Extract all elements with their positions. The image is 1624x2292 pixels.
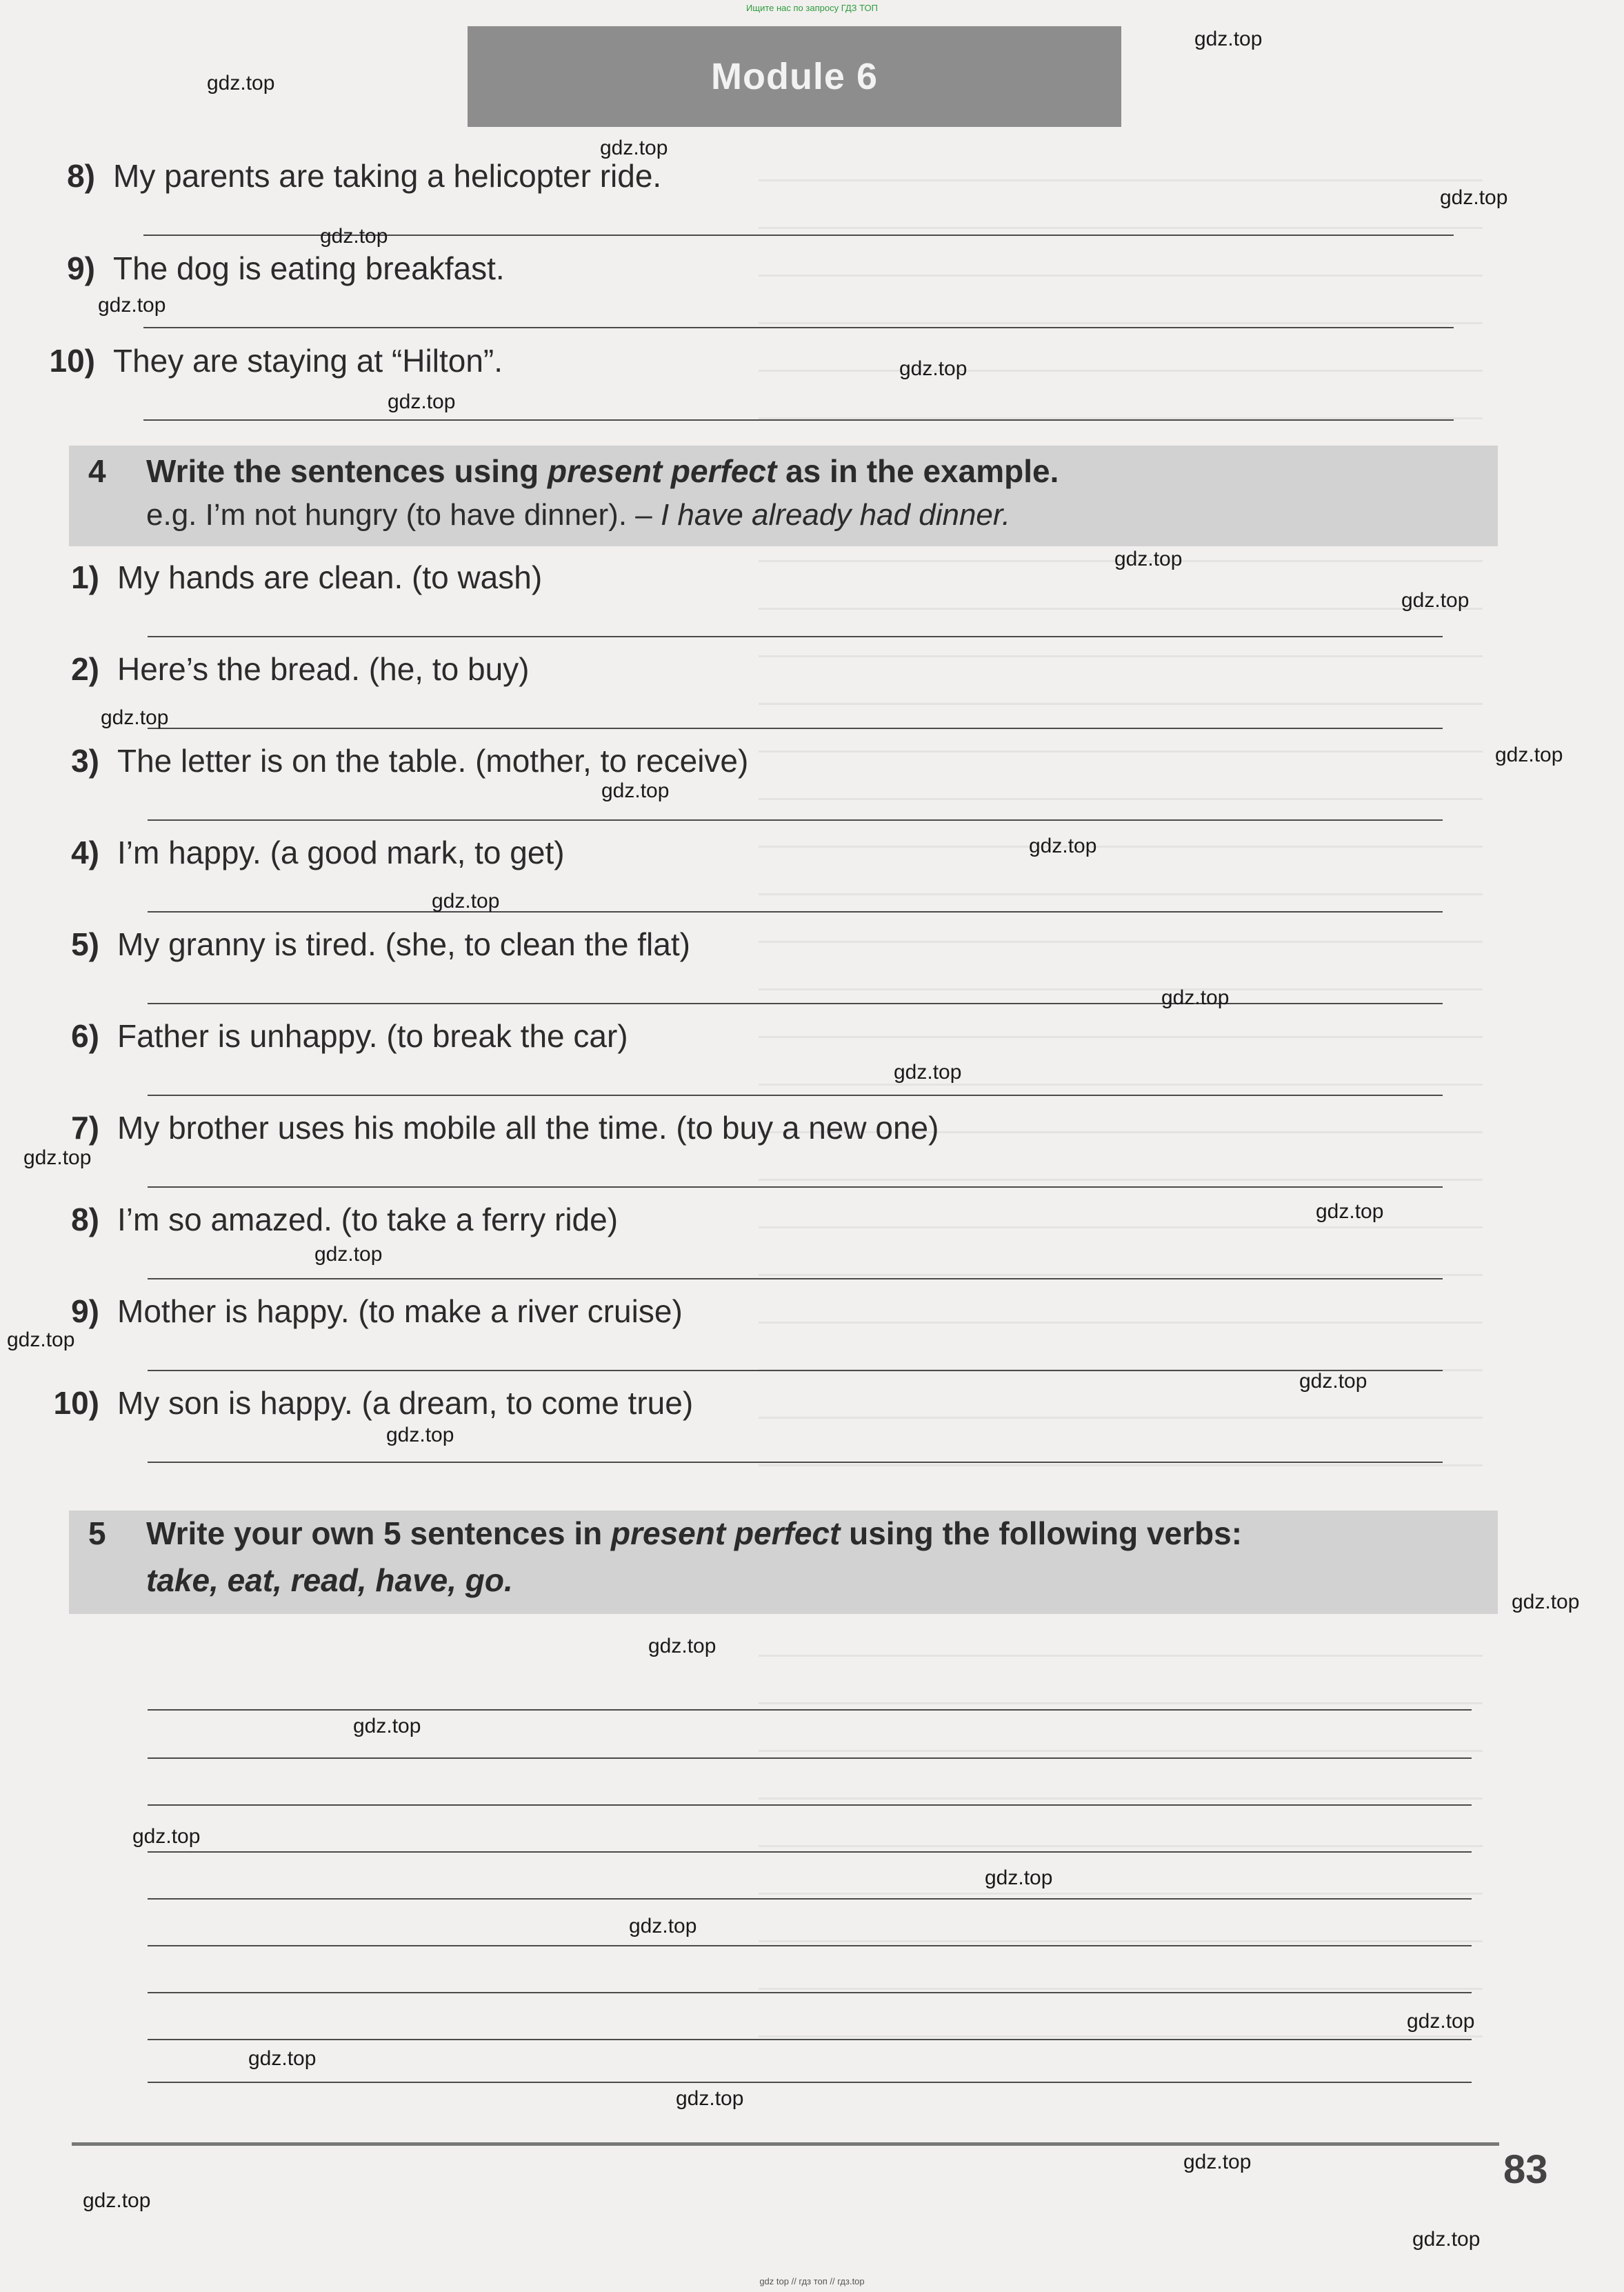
watermark-text: gdz.top <box>432 890 500 913</box>
watermark-text: gdz.top <box>648 1635 716 1657</box>
module-title-banner: Module 6 <box>468 26 1121 127</box>
watermark-text: gdz.top <box>314 1243 383 1266</box>
task-verbs: take, eat, read, have, go. <box>146 1562 513 1598</box>
example-prompt: e.g. I’m not hungry (to have dinner). – <box>146 498 661 532</box>
item-text: My granny is tired. (she, to clean the flat) <box>117 926 690 962</box>
item-number: 9) <box>67 250 95 286</box>
item-text: My hands are clean. (to wash) <box>117 559 543 595</box>
list-item <box>23 1017 628 1055</box>
task-instruction-emphasis: present perfect <box>547 453 777 489</box>
watermark-text: gdz.top <box>1512 1591 1580 1613</box>
watermark-text: gdz.top <box>132 1825 201 1848</box>
watermark-text: gdz.top <box>1114 548 1183 570</box>
item-number: 2) <box>71 651 99 687</box>
list-item <box>23 834 565 871</box>
answer-line[interactable] <box>148 1003 1443 1004</box>
item-text: My brother uses his mobile all the time. (to buy a new one) <box>117 1110 939 1146</box>
answer-line[interactable] <box>148 1992 1472 1993</box>
answer-line[interactable] <box>148 728 1443 729</box>
answer-line[interactable] <box>148 2039 1472 2040</box>
top-search-note: Ищите нас по запросу ГДЗ ТОП <box>746 3 878 13</box>
watermark-text: gdz.top <box>386 1424 454 1446</box>
watermark-text: gdz.top <box>353 1715 421 1737</box>
watermark-text: gdz.top <box>1183 2151 1252 2173</box>
bottom-watermark-note: gdz top // гдз топ // гдз.top <box>759 2276 865 2286</box>
answer-line[interactable] <box>148 1804 1472 1806</box>
item-text: I’m so amazed. (to take a ferry ride) <box>117 1202 619 1237</box>
item-number: 8) <box>67 158 95 194</box>
example-answer: I have already had dinner. <box>660 498 1011 532</box>
watermark-text: gdz.top <box>320 225 388 248</box>
watermark-text: gdz.top <box>23 1146 92 1169</box>
answer-line[interactable] <box>148 1898 1472 1900</box>
list-item <box>23 742 748 779</box>
list-item <box>23 926 690 963</box>
task-number: 5 <box>88 1515 106 1551</box>
task-number: 4 <box>88 453 106 489</box>
answer-line[interactable] <box>148 2082 1472 2083</box>
task-instruction-end: using the following verbs: <box>840 1515 1243 1551</box>
watermark-text: gdz.top <box>629 1915 697 1937</box>
watermark-text: gdz.top <box>1299 1370 1367 1393</box>
item-text: My parents are taking a helicopter ride. <box>113 158 662 194</box>
item-text: They are staying at “Hilton”. <box>113 343 503 379</box>
task-instruction-end: as in the example. <box>776 453 1059 489</box>
watermark-text: gdz.top <box>83 2189 151 2212</box>
list-item <box>23 1109 939 1146</box>
answer-line[interactable] <box>148 911 1443 913</box>
item-text: My son is happy. (a dream, to come true) <box>117 1385 694 1421</box>
answer-line[interactable] <box>148 1370 1443 1371</box>
watermark-text: gdz.top <box>894 1061 962 1084</box>
item-number: 3) <box>71 743 99 779</box>
item-number: 9) <box>71 1293 99 1329</box>
item-text: I’m happy. (a good mark, to get) <box>117 835 565 870</box>
item-text: The letter is on the table. (mother, to receive) <box>117 743 749 779</box>
list-item <box>21 342 503 379</box>
answer-line[interactable] <box>148 1709 1472 1711</box>
answer-line[interactable] <box>148 1851 1472 1853</box>
watermark-text: gdz.top <box>601 779 670 802</box>
list-item <box>23 650 529 688</box>
watermark-text: gdz.top <box>1440 186 1508 209</box>
item-number: 1) <box>71 559 99 595</box>
item-number: 7) <box>71 1110 99 1146</box>
watermark-text: gdz.top <box>248 2047 317 2070</box>
item-number: 10) <box>49 343 95 379</box>
watermark-text: gdz.top <box>1407 2010 1475 2033</box>
watermark-text: gdz.top <box>1412 2228 1481 2251</box>
item-number: 6) <box>71 1018 99 1054</box>
watermark-text: gdz.top <box>101 706 169 729</box>
watermark-text: gdz.top <box>1495 744 1563 766</box>
watermark-text: gdz.top <box>676 2087 744 2110</box>
item-number: 5) <box>71 926 99 962</box>
list-item <box>21 250 505 287</box>
answer-line[interactable] <box>148 819 1443 821</box>
watermark-text: gdz.top <box>1316 1200 1384 1223</box>
page-number: 83 <box>1503 2147 1548 2192</box>
watermark-text: gdz.top <box>985 1866 1053 1889</box>
item-number: 10) <box>53 1385 99 1421</box>
list-item <box>23 1293 683 1330</box>
footer-rule <box>72 2142 1499 2146</box>
answer-line[interactable] <box>148 1186 1443 1188</box>
watermark-text: gdz.top <box>1161 986 1230 1009</box>
watermark-text: gdz.top <box>98 294 166 317</box>
answer-line[interactable] <box>148 1462 1443 1463</box>
answer-line[interactable] <box>148 1095 1443 1096</box>
watermark-text: gdz.top <box>899 357 968 380</box>
list-item <box>21 157 661 195</box>
item-number: 8) <box>71 1202 99 1237</box>
task-instruction-start: Write your own 5 sentences in <box>146 1515 611 1551</box>
watermark-text: gdz.top <box>1401 589 1470 612</box>
list-item <box>23 1201 618 1238</box>
watermark-text: gdz.top <box>388 390 456 413</box>
answer-line[interactable] <box>148 1945 1472 1946</box>
watermark-text: gdz.top <box>1194 28 1263 50</box>
task-instruction-start: Write the sentences using <box>146 453 548 489</box>
watermark-text: gdz.top <box>1029 835 1097 857</box>
list-item <box>23 559 542 596</box>
list-item <box>23 1384 693 1422</box>
answer-line[interactable] <box>143 327 1454 328</box>
answer-line[interactable] <box>143 419 1454 421</box>
item-text: The dog is eating breakfast. <box>113 250 505 286</box>
task-instruction-emphasis: present perfect <box>611 1515 841 1551</box>
answer-line[interactable] <box>148 1278 1443 1279</box>
item-number: 4) <box>71 835 99 870</box>
watermark-text: gdz.top <box>600 137 668 159</box>
watermark-text: gdz.top <box>7 1328 75 1351</box>
item-text: Mother is happy. (to make a river cruise) <box>117 1293 683 1329</box>
answer-line[interactable] <box>148 1757 1472 1759</box>
item-text: Here’s the bread. (he, to buy) <box>117 651 530 687</box>
watermark-text: gdz.top <box>207 72 275 94</box>
answer-line[interactable] <box>148 636 1443 637</box>
item-text: Father is unhappy. (to break the car) <box>117 1018 628 1054</box>
